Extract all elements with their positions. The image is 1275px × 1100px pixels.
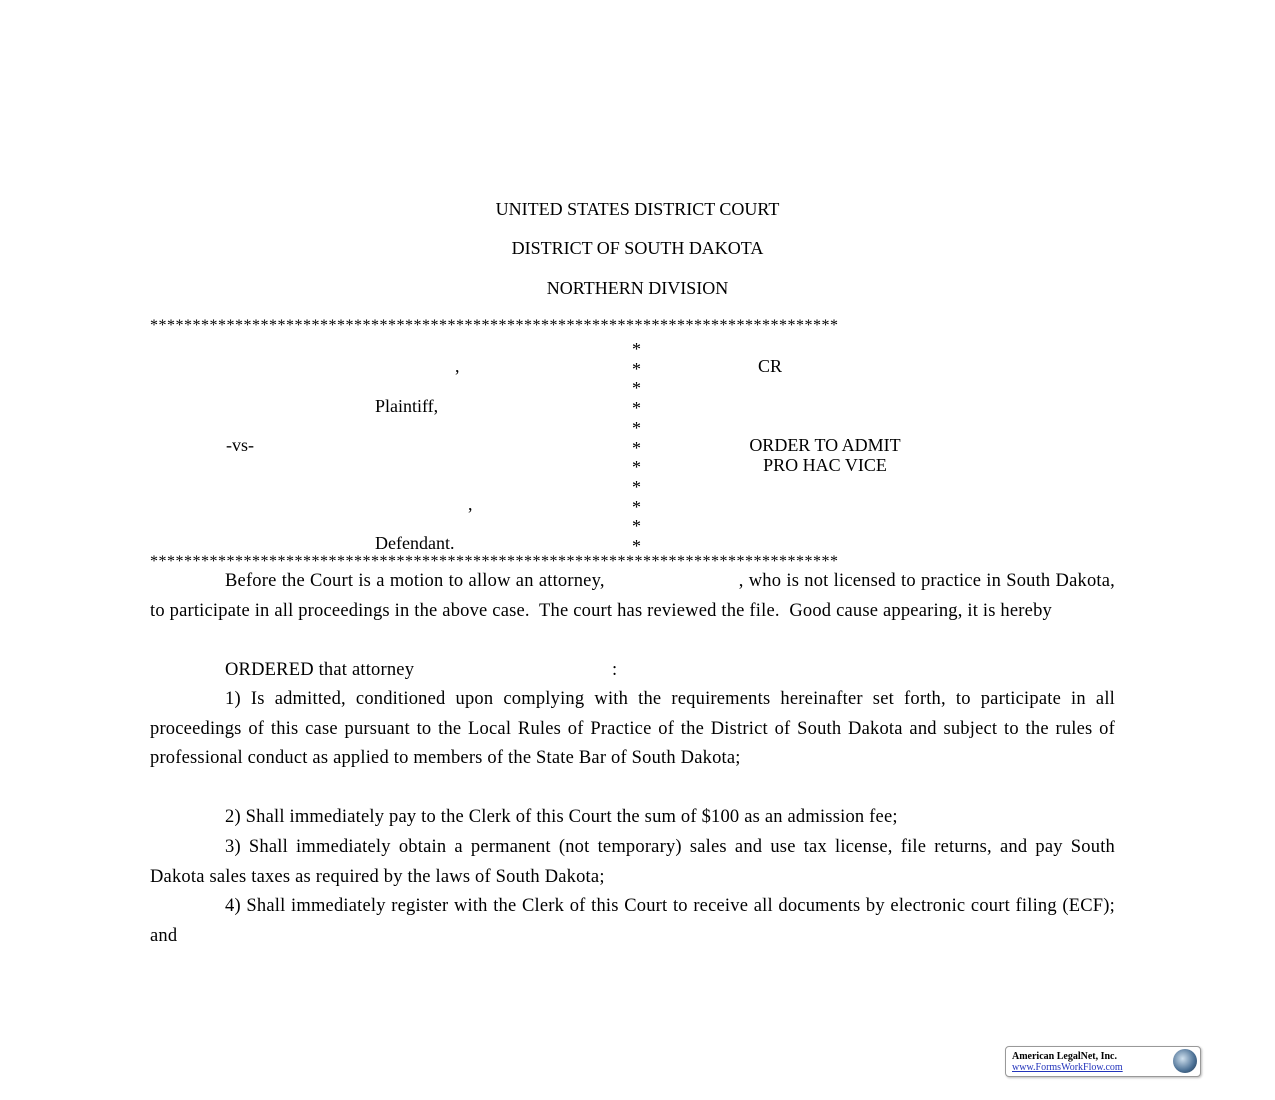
item-2-text: 2) Shall immediately pay to the Clerk of this Court the sum of $100 as an admission fee; (225, 807, 898, 827)
paragraph-item-4 (150, 892, 1115, 951)
caption-star: * (632, 417, 641, 438)
paragraph-item-1 (150, 685, 1115, 774)
division-name: NORTHERN DIVISION (546, 278, 729, 298)
caption-star: * (632, 496, 641, 517)
paragraph-item-2 (150, 803, 1115, 833)
top-divider: ********************************************************************************* (150, 318, 839, 334)
item-1-text: 1) Is admitted, conditioned upon complying with the requirements hereinafter set forth, to participate in all proceedings of this case pursuant to the Local Rules of Practice of the District of South Dakota and subject to the rules of professional conduct as applied to members of the State Bar of South Dakota; (150, 689, 1115, 768)
logo-url-link[interactable]: www.FormsWorkFlow.com (1012, 1062, 1123, 1073)
globe-icon (1173, 1049, 1197, 1073)
vs-label: -vs- (226, 435, 254, 455)
caption-star: * (632, 536, 641, 556)
caption-star: * (632, 476, 641, 497)
paragraph-motion-text: Before the Court is a motion to allow an attorney, , who is not licensed to practice in South Dakota, to participate in all proceedings in the above case. The court has reviewed the file. Good cause appearing, it is hereby (150, 571, 1120, 621)
defendant-label: Defendant. (375, 533, 455, 553)
district-name: DISTRICT OF SOUTH DAKOTA (511, 238, 764, 258)
paragraph-motion (150, 567, 1120, 626)
item-4-text: 4) Shall immediately register with the Clerk of this Court to receive all documents by electronic court filing (ECF); and (150, 896, 1115, 946)
paragraph-ordered (150, 656, 1115, 686)
caption-star: * (632, 516, 641, 537)
order-title-line1: ORDER TO ADMIT (749, 435, 901, 455)
caption-star: * (632, 358, 641, 379)
paragraph-item-3 (150, 833, 1115, 892)
plaintiff-comma: , (455, 356, 460, 376)
caption-star: * (632, 378, 641, 399)
caption-star: * (632, 457, 641, 478)
caption-star: * (632, 437, 641, 458)
caption-star: * (632, 398, 641, 419)
bottom-divider: ********************************************************************************* (150, 554, 839, 570)
defendant-comma: , (468, 494, 473, 514)
plaintiff-label: Plaintiff, (375, 396, 439, 416)
american-legalnet-logo[interactable] (1005, 1046, 1201, 1077)
case-number: CR (758, 356, 783, 376)
order-title-line2: PRO HAC VICE (763, 455, 887, 475)
paragraph-ordered-text: ORDERED that attorney : (225, 660, 618, 680)
logo-company: American LegalNet, Inc. (1012, 1051, 1117, 1062)
item-3-text: 3) Shall immediately obtain a permanent (not temporary) sales and use tax license, file returns, and pay South Dakota sales taxes as required by the laws of South Dakota; (150, 837, 1115, 887)
caption-star: * (632, 339, 641, 359)
court-name: UNITED STATES DISTRICT COURT (495, 199, 780, 219)
